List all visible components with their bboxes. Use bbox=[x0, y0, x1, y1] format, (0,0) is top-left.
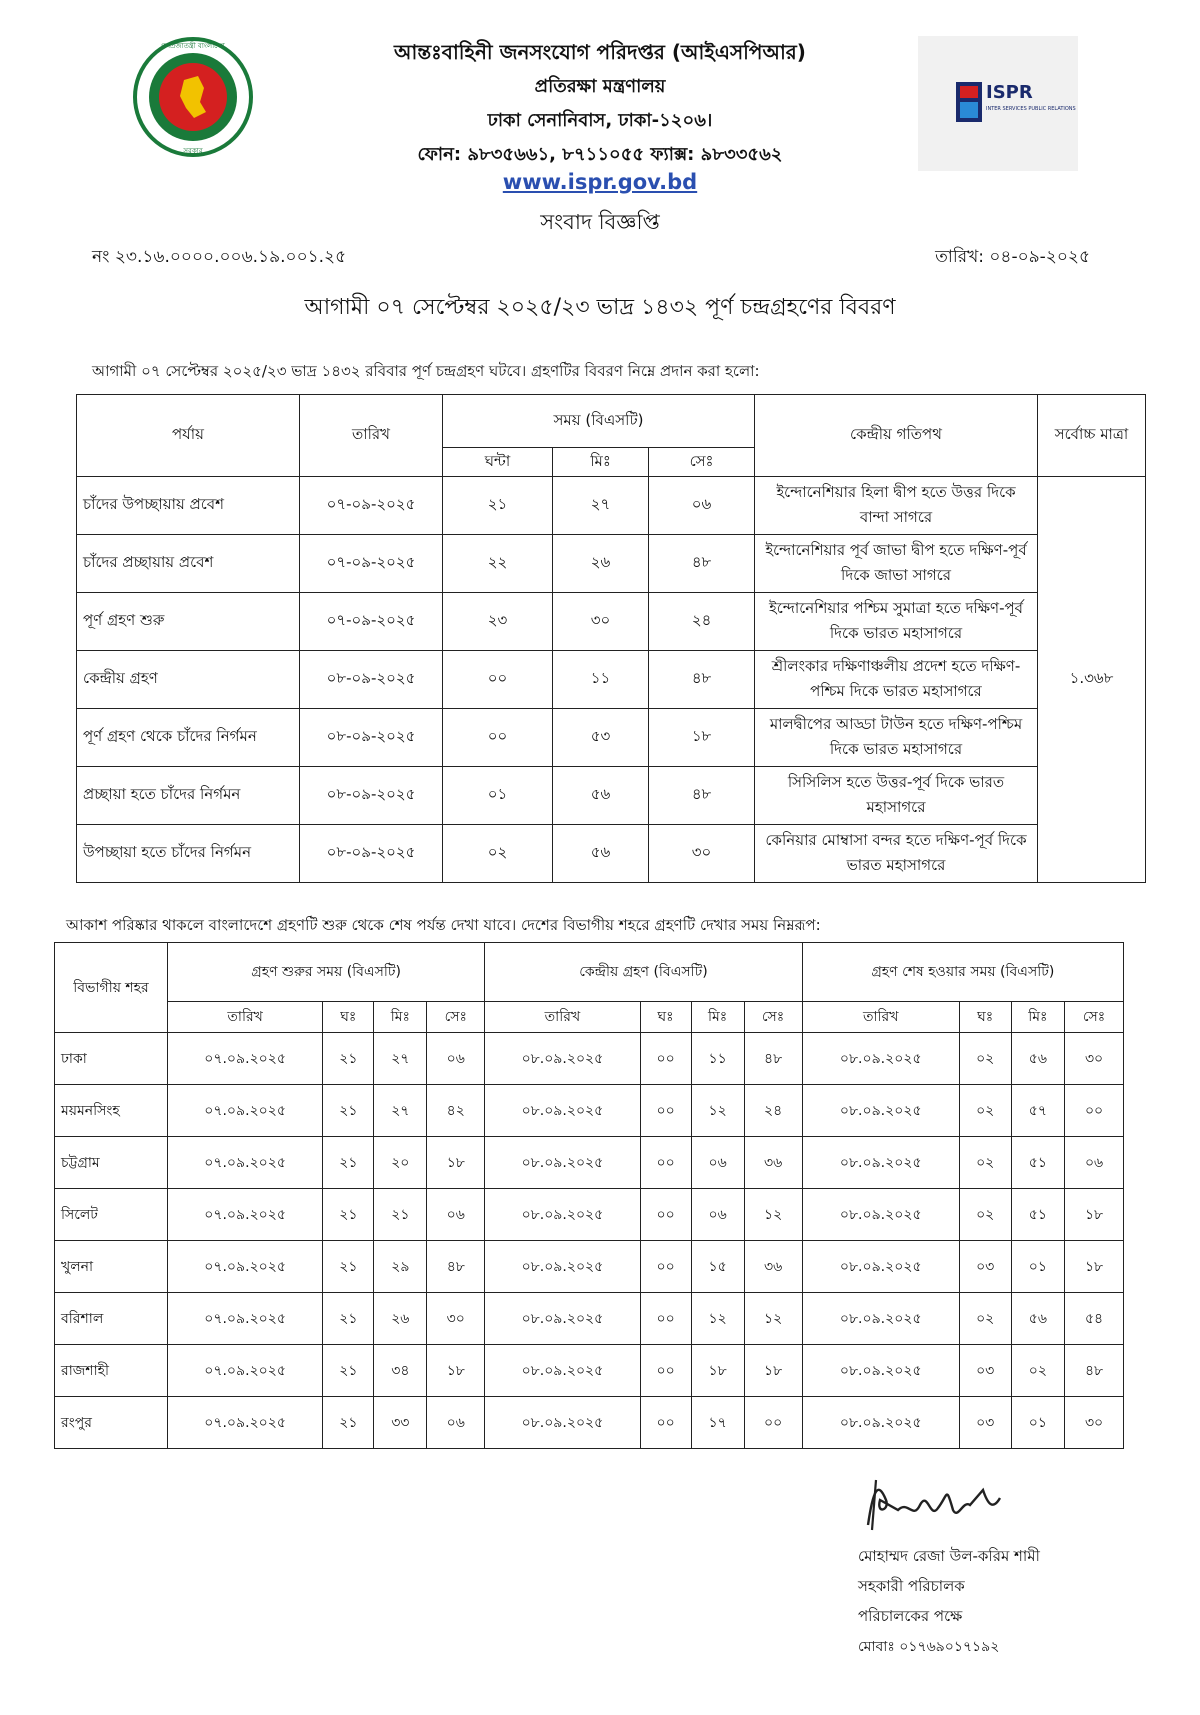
phase-minute-cell: ২৭ bbox=[552, 477, 648, 535]
phase-name-cell: কেন্দ্রীয় গ্রহণ bbox=[77, 651, 300, 709]
end-second-cell: ৫৪ bbox=[1065, 1293, 1124, 1345]
hour-header: ঘন্টা bbox=[443, 448, 553, 477]
end-hour-cell: ০২ bbox=[959, 1293, 1011, 1345]
phase-name-cell: প্রচ্ছায়া হতে চাঁদের নির্গমন bbox=[77, 767, 300, 825]
date-subheader: তারিখ bbox=[802, 1002, 959, 1033]
central-date-cell: ০৮.০৯.২০২৫ bbox=[485, 1189, 640, 1241]
phase-row bbox=[77, 651, 1146, 709]
end-hour-cell: ০৩ bbox=[959, 1345, 1011, 1397]
time-header: সময় (বিএসটি) bbox=[443, 395, 755, 448]
hour-subheader: ঘঃ bbox=[959, 1002, 1011, 1033]
website-link[interactable]: www.ispr.gov.bd bbox=[502, 170, 698, 194]
path-header: কেন্দ্রীয় গতিপথ bbox=[755, 395, 1038, 477]
start-second-cell: ১৮ bbox=[427, 1137, 485, 1189]
phase-date-cell: ০৮-০৯-২০২৫ bbox=[300, 825, 443, 883]
central-second-cell: ৪৮ bbox=[744, 1033, 802, 1085]
start-second-cell: ০৬ bbox=[427, 1397, 485, 1449]
phase-second-cell: ৪৮ bbox=[649, 535, 755, 593]
end-minute-cell: ৫৬ bbox=[1011, 1033, 1065, 1085]
end-date-cell: ০৮.০৯.২০২৫ bbox=[802, 1189, 959, 1241]
ispr-logo bbox=[918, 36, 1078, 171]
phase-hour-cell: ০১ bbox=[443, 767, 553, 825]
city-name-cell: ময়মনসিংহ bbox=[55, 1085, 168, 1137]
end-minute-cell: ৫৭ bbox=[1011, 1085, 1065, 1137]
end-hour-cell: ০২ bbox=[959, 1137, 1011, 1189]
end-hour-cell: ০৩ bbox=[959, 1241, 1011, 1293]
phase-second-cell: ১৮ bbox=[649, 709, 755, 767]
second-header: সেঃ bbox=[649, 448, 755, 477]
central-date-cell: ০৮.০৯.২০২৫ bbox=[485, 1033, 640, 1085]
phase-path-cell: মালদ্বীপের আড্ডা টাউন হতে দক্ষিণ-পশ্চিম দিকে ভারত মহাসাগরে bbox=[755, 709, 1038, 767]
city-row bbox=[55, 1137, 1124, 1189]
end-date-cell: ০৮.০৯.২০২৫ bbox=[802, 1137, 959, 1189]
city-name-cell: ঢাকা bbox=[55, 1033, 168, 1085]
city-name-cell: বরিশাল bbox=[55, 1293, 168, 1345]
city-header: বিভাগীয় শহর bbox=[55, 943, 168, 1033]
phase-path-cell: ইন্দোনেশিয়ার হিলা দ্বীপ হতে উত্তর দিকে বান্দা সাগরে bbox=[755, 477, 1038, 535]
end-hour-cell: ০২ bbox=[959, 1189, 1011, 1241]
central-date-cell: ০৮.০৯.২০২৫ bbox=[485, 1397, 640, 1449]
hour-subheader: ঘঃ bbox=[323, 1002, 374, 1033]
city-row bbox=[55, 1293, 1124, 1345]
start-date-cell: ০৭.০৯.২০২৫ bbox=[168, 1293, 323, 1345]
phase-name-cell: পূর্ণ গ্রহণ শুরু bbox=[77, 593, 300, 651]
end-minute-cell: ৫১ bbox=[1011, 1137, 1065, 1189]
central-hour-cell: ০০ bbox=[640, 1189, 691, 1241]
phase-hour-cell: ২৩ bbox=[443, 593, 553, 651]
end-hour-cell: ০৩ bbox=[959, 1397, 1011, 1449]
phase-second-cell: ৪৮ bbox=[649, 767, 755, 825]
central-date-cell: ০৮.০৯.২০২৫ bbox=[485, 1137, 640, 1189]
central-hour-cell: ০০ bbox=[640, 1085, 691, 1137]
central-minute-cell: ১২ bbox=[691, 1085, 744, 1137]
central-minute-cell: ১৭ bbox=[691, 1397, 744, 1449]
end-minute-cell: ৫১ bbox=[1011, 1189, 1065, 1241]
central-second-cell: ২৪ bbox=[744, 1085, 802, 1137]
phase-table-header-row bbox=[77, 395, 1146, 448]
city-name-cell: চট্টগ্রাম bbox=[55, 1137, 168, 1189]
start-minute-cell: ৩৪ bbox=[374, 1345, 427, 1397]
end-second-cell: ০০ bbox=[1065, 1085, 1124, 1137]
city-row bbox=[55, 1397, 1124, 1449]
phase-path-cell: ইন্দোনেশিয়ার পূর্ব জাভা দ্বীপ হতে দক্ষিণ-পূর্ব দিকে জাভা সাগরে bbox=[755, 535, 1038, 593]
central-second-cell: ১২ bbox=[744, 1189, 802, 1241]
phase-row bbox=[77, 767, 1146, 825]
city-table-header-row bbox=[55, 943, 1124, 1002]
central-second-cell: ৩৬ bbox=[744, 1241, 802, 1293]
central-hour-cell: ০০ bbox=[640, 1293, 691, 1345]
second-subheader: সেঃ bbox=[427, 1002, 485, 1033]
start-minute-cell: ২১ bbox=[374, 1189, 427, 1241]
start-date-cell: ০৭.০৯.২০২৫ bbox=[168, 1241, 323, 1293]
end-minute-cell: ০১ bbox=[1011, 1397, 1065, 1449]
date-subheader: তারিখ bbox=[485, 1002, 640, 1033]
phase-path-cell: কেনিয়ার মোম্বাসা বন্দর হতে দক্ষিণ-পূর্ব দিকে ভারত মহাসাগরে bbox=[755, 825, 1038, 883]
start-hour-cell: ২১ bbox=[323, 1033, 374, 1085]
hour-subheader: ঘঃ bbox=[640, 1002, 691, 1033]
organization-name: আন্তঃবাহিনী জনসংযোগ পরিদপ্তর (আইএসপিআর) bbox=[394, 40, 806, 64]
phase-second-cell: ২৪ bbox=[649, 593, 755, 651]
central-minute-cell: ০৬ bbox=[691, 1137, 744, 1189]
phase-hour-cell: ০২ bbox=[443, 825, 553, 883]
central-date-cell: ০৮.০৯.২০২৫ bbox=[485, 1085, 640, 1137]
end-date-cell: ০৮.০৯.২০২৫ bbox=[802, 1293, 959, 1345]
start-second-cell: ০৬ bbox=[427, 1189, 485, 1241]
phase-row bbox=[77, 477, 1146, 535]
central-hour-cell: ০০ bbox=[640, 1397, 691, 1449]
phase-minute-cell: ৫৬ bbox=[552, 767, 648, 825]
start-hour-cell: ২১ bbox=[323, 1137, 374, 1189]
start-date-cell: ০৭.০৯.২০২৫ bbox=[168, 1189, 323, 1241]
central-date-cell: ০৮.০৯.২০২৫ bbox=[485, 1293, 640, 1345]
phase-name-cell: উপচ্ছায়া হতে চাঁদের নির্গমন bbox=[77, 825, 300, 883]
phase-minute-cell: ৩০ bbox=[552, 593, 648, 651]
central-second-cell: ৩৬ bbox=[744, 1137, 802, 1189]
central-minute-cell: ১৫ bbox=[691, 1241, 744, 1293]
city-row bbox=[55, 1189, 1124, 1241]
end-date-cell: ০৮.০৯.২০২৫ bbox=[802, 1241, 959, 1293]
date-subheader: তারিখ bbox=[168, 1002, 323, 1033]
minute-header: মিঃ bbox=[552, 448, 648, 477]
phase-minute-cell: ৫৩ bbox=[552, 709, 648, 767]
second-subheader: সেঃ bbox=[1065, 1002, 1124, 1033]
city-table-subheader-row bbox=[55, 1002, 1124, 1033]
end-second-cell: ৩০ bbox=[1065, 1397, 1124, 1449]
start-minute-cell: ২৯ bbox=[374, 1241, 427, 1293]
central-minute-cell: ১১ bbox=[691, 1033, 744, 1085]
reference-number: নং ২৩.১৬.০০০০.০০৬.১৯.০০১.২৫ bbox=[92, 247, 347, 267]
central-hour-cell: ০০ bbox=[640, 1345, 691, 1397]
central-date-cell: ০৮.০৯.২০২৫ bbox=[485, 1241, 640, 1293]
phase-path-cell: সিসিলিস হতে উত্তর-পূর্ব দিকে ভারত মহাসাগরে bbox=[755, 767, 1038, 825]
end-second-cell: ৪৮ bbox=[1065, 1345, 1124, 1397]
second-subheader: সেঃ bbox=[744, 1002, 802, 1033]
end-minute-cell: ৫৬ bbox=[1011, 1293, 1065, 1345]
date-header: তারিখ bbox=[300, 395, 443, 477]
central-minute-cell: ১২ bbox=[691, 1293, 744, 1345]
city-row bbox=[55, 1241, 1124, 1293]
central-hour-cell: ০০ bbox=[640, 1137, 691, 1189]
issue-date: তারিখ: ০৪-০৯-২০২৫ bbox=[935, 247, 1090, 267]
phase-minute-cell: ২৬ bbox=[552, 535, 648, 593]
phase-date-cell: ০৮-০৯-২০২৫ bbox=[300, 651, 443, 709]
start-second-cell: ০৬ bbox=[427, 1033, 485, 1085]
phase-row bbox=[77, 593, 1146, 651]
city-row bbox=[55, 1345, 1124, 1397]
phase-minute-cell: ১১ bbox=[552, 651, 648, 709]
signatory-mobile: মোবাঃ ০১৭৬৯০১৭১৯২ bbox=[858, 1639, 1000, 1655]
phase-header: পর্যায় bbox=[77, 395, 300, 477]
magnitude-header: সর্বোচ্চ মাত্রা bbox=[1038, 395, 1146, 477]
start-hour-cell: ২১ bbox=[323, 1189, 374, 1241]
minute-subheader: মিঃ bbox=[1011, 1002, 1065, 1033]
phase-date-cell: ০৭-০৯-২০২৫ bbox=[300, 477, 443, 535]
start-date-cell: ০৭.০৯.২০২৫ bbox=[168, 1137, 323, 1189]
start-hour-cell: ২১ bbox=[323, 1085, 374, 1137]
end-second-cell: ১৮ bbox=[1065, 1241, 1124, 1293]
central-second-cell: ১৮ bbox=[744, 1345, 802, 1397]
start-hour-cell: ২১ bbox=[323, 1293, 374, 1345]
signature-scribble bbox=[858, 1470, 1008, 1540]
end-hour-cell: ০২ bbox=[959, 1085, 1011, 1137]
phase-minute-cell: ৫৬ bbox=[552, 825, 648, 883]
phase-row bbox=[77, 825, 1146, 883]
signatory-behalf: পরিচালকের পক্ষে bbox=[858, 1607, 963, 1625]
svg-text:গণপ্রজাতন্ত্রী বাংলাদেশ: গণপ্রজাতন্ত্রী বাংলাদেশ bbox=[161, 42, 225, 50]
central-second-cell: ০০ bbox=[744, 1397, 802, 1449]
phone-fax: ফোন: ৯৮৩৫৬৬১, ৮৭১১০৫৫ ফ্যাক্স: ৯৮৩৩৫৬২ bbox=[417, 144, 783, 165]
ministry-name: প্রতিরক্ষা মন্ত্রণালয় bbox=[534, 76, 666, 97]
phase-date-cell: ০৮-০৯-২০২৫ bbox=[300, 709, 443, 767]
end-date-cell: ০৮.০৯.২০২৫ bbox=[802, 1345, 959, 1397]
end-date-cell: ০৮.০৯.২০২৫ bbox=[802, 1033, 959, 1085]
government-seal-logo bbox=[132, 36, 254, 158]
end-hour-cell: ০২ bbox=[959, 1033, 1011, 1085]
end-time-header: গ্রহণ শেষ হওয়ার সময় (বিএসটি) bbox=[802, 943, 1123, 1002]
start-date-cell: ০৭.০৯.২০২৫ bbox=[168, 1345, 323, 1397]
phase-second-cell: ০৬ bbox=[649, 477, 755, 535]
city-name-cell: রংপুর bbox=[55, 1397, 168, 1449]
phase-path-cell: ইন্দোনেশিয়ার পশ্চিম সুমাত্রা হতে দক্ষিণ-পূর্ব দিকে ভারত মহাসাগরে bbox=[755, 593, 1038, 651]
minute-subheader: মিঃ bbox=[374, 1002, 427, 1033]
start-hour-cell: ২১ bbox=[323, 1241, 374, 1293]
address: ঢাকা সেনানিবাস, ঢাকা-১২০৬। bbox=[487, 110, 713, 131]
start-minute-cell: ২০ bbox=[374, 1137, 427, 1189]
city-timing-table bbox=[54, 942, 1124, 1449]
phase-date-cell: ০৮-০৯-২০২৫ bbox=[300, 767, 443, 825]
start-second-cell: ৪২ bbox=[427, 1085, 485, 1137]
phase-path-cell: শ্রীলংকার দক্ষিণাঞ্চলীয় প্রদেশ হতে দক্ষিণ-পশ্চিম দিকে ভারত মহাসাগরে bbox=[755, 651, 1038, 709]
start-date-cell: ০৭.০৯.২০২৫ bbox=[168, 1085, 323, 1137]
svg-text:সরকার: সরকার bbox=[183, 147, 203, 155]
phase-name-cell: পূর্ণ গ্রহণ থেকে চাঁদের নির্গমন bbox=[77, 709, 300, 767]
intro-paragraph: আগামী ০৭ সেপ্টেম্বর ২০২৫/২৩ ভাদ্র ১৪৩২ রবিবার পূর্ণ চন্দ্রগ্রহণ ঘটবে। গ্রহণটির বিবরণ নিম্নে প্রদান করা হলো: bbox=[92, 362, 760, 380]
start-minute-cell: ২৬ bbox=[374, 1293, 427, 1345]
start-date-cell: ০৭.০৯.২০২৫ bbox=[168, 1033, 323, 1085]
end-minute-cell: ০১ bbox=[1011, 1241, 1065, 1293]
end-second-cell: ০৬ bbox=[1065, 1137, 1124, 1189]
city-name-cell: রাজশাহী bbox=[55, 1345, 168, 1397]
svg-text:INTER SERVICES PUBLIC RELATION: INTER SERVICES PUBLIC RELATIONS bbox=[986, 106, 1076, 112]
central-time-header: কেন্দ্রীয় গ্রহণ (বিএসটি) bbox=[485, 943, 802, 1002]
start-minute-cell: ৩৩ bbox=[374, 1397, 427, 1449]
city-row bbox=[55, 1085, 1124, 1137]
phase-hour-cell: ০০ bbox=[443, 651, 553, 709]
end-date-cell: ০৮.০৯.২০২৫ bbox=[802, 1085, 959, 1137]
phase-second-cell: ৩০ bbox=[649, 825, 755, 883]
end-date-cell: ০৮.০৯.২০২৫ bbox=[802, 1397, 959, 1449]
central-minute-cell: ০৬ bbox=[691, 1189, 744, 1241]
press-release-heading: সংবাদ বিজ্ঞপ্তি bbox=[540, 210, 660, 234]
central-hour-cell: ০০ bbox=[640, 1241, 691, 1293]
phase-hour-cell: ০০ bbox=[443, 709, 553, 767]
phase-name-cell: চাঁদের উপচ্ছায়ায় প্রবেশ bbox=[77, 477, 300, 535]
end-minute-cell: ০২ bbox=[1011, 1345, 1065, 1397]
phase-second-cell: ৪৮ bbox=[649, 651, 755, 709]
central-minute-cell: ১৮ bbox=[691, 1345, 744, 1397]
start-hour-cell: ২১ bbox=[323, 1345, 374, 1397]
svg-text:ISPR: ISPR bbox=[986, 82, 1033, 103]
central-second-cell: ১২ bbox=[744, 1293, 802, 1345]
magnitude-value: ১.৩৬৮ bbox=[1038, 477, 1146, 883]
phase-row bbox=[77, 535, 1146, 593]
phase-date-cell: ০৭-০৯-২০২৫ bbox=[300, 593, 443, 651]
start-second-cell: ১৮ bbox=[427, 1345, 485, 1397]
document-title: আগামী ০৭ সেপ্টেম্বর ২০২৫/২৩ ভাদ্র ১৪৩২ পূর্ণ চন্দ্রগ্রহণের বিবরণ bbox=[304, 295, 896, 320]
end-second-cell: ৩০ bbox=[1065, 1033, 1124, 1085]
start-time-header: গ্রহণ শুরুর সময় (বিএসটি) bbox=[168, 943, 485, 1002]
city-row bbox=[55, 1033, 1124, 1085]
phase-name-cell: চাঁদের প্রচ্ছায়ায় প্রবেশ bbox=[77, 535, 300, 593]
city-name-cell: সিলেট bbox=[55, 1189, 168, 1241]
city-name-cell: খুলনা bbox=[55, 1241, 168, 1293]
signatory-name: মোহাম্মদ রেজা উল-করিম শামী bbox=[858, 1547, 1040, 1565]
start-minute-cell: ২৭ bbox=[374, 1033, 427, 1085]
phase-hour-cell: ২১ bbox=[443, 477, 553, 535]
signatory-title: সহকারী পরিচালক bbox=[858, 1577, 965, 1595]
start-hour-cell: ২১ bbox=[323, 1397, 374, 1449]
central-date-cell: ০৮.০৯.২০২৫ bbox=[485, 1345, 640, 1397]
central-hour-cell: ০০ bbox=[640, 1033, 691, 1085]
start-second-cell: ৩০ bbox=[427, 1293, 485, 1345]
eclipse-phase-table bbox=[76, 394, 1146, 883]
start-second-cell: ৪৮ bbox=[427, 1241, 485, 1293]
minute-subheader: মিঃ bbox=[691, 1002, 744, 1033]
visibility-note: আকাশ পরিষ্কার থাকলে বাংলাদেশে গ্রহণটি শুরু থেকে শেষ পর্যন্ত দেখা যাবে। দেশের বিভাগীয় শহরে গ্রহণটি দেখার সময় নিম্নরূপ: bbox=[66, 916, 821, 934]
start-minute-cell: ২৭ bbox=[374, 1085, 427, 1137]
end-second-cell: ১৮ bbox=[1065, 1189, 1124, 1241]
phase-row bbox=[77, 709, 1146, 767]
start-date-cell: ০৭.০৯.২০২৫ bbox=[168, 1397, 323, 1449]
phase-date-cell: ০৭-০৯-২০২৫ bbox=[300, 535, 443, 593]
phase-hour-cell: ২২ bbox=[443, 535, 553, 593]
